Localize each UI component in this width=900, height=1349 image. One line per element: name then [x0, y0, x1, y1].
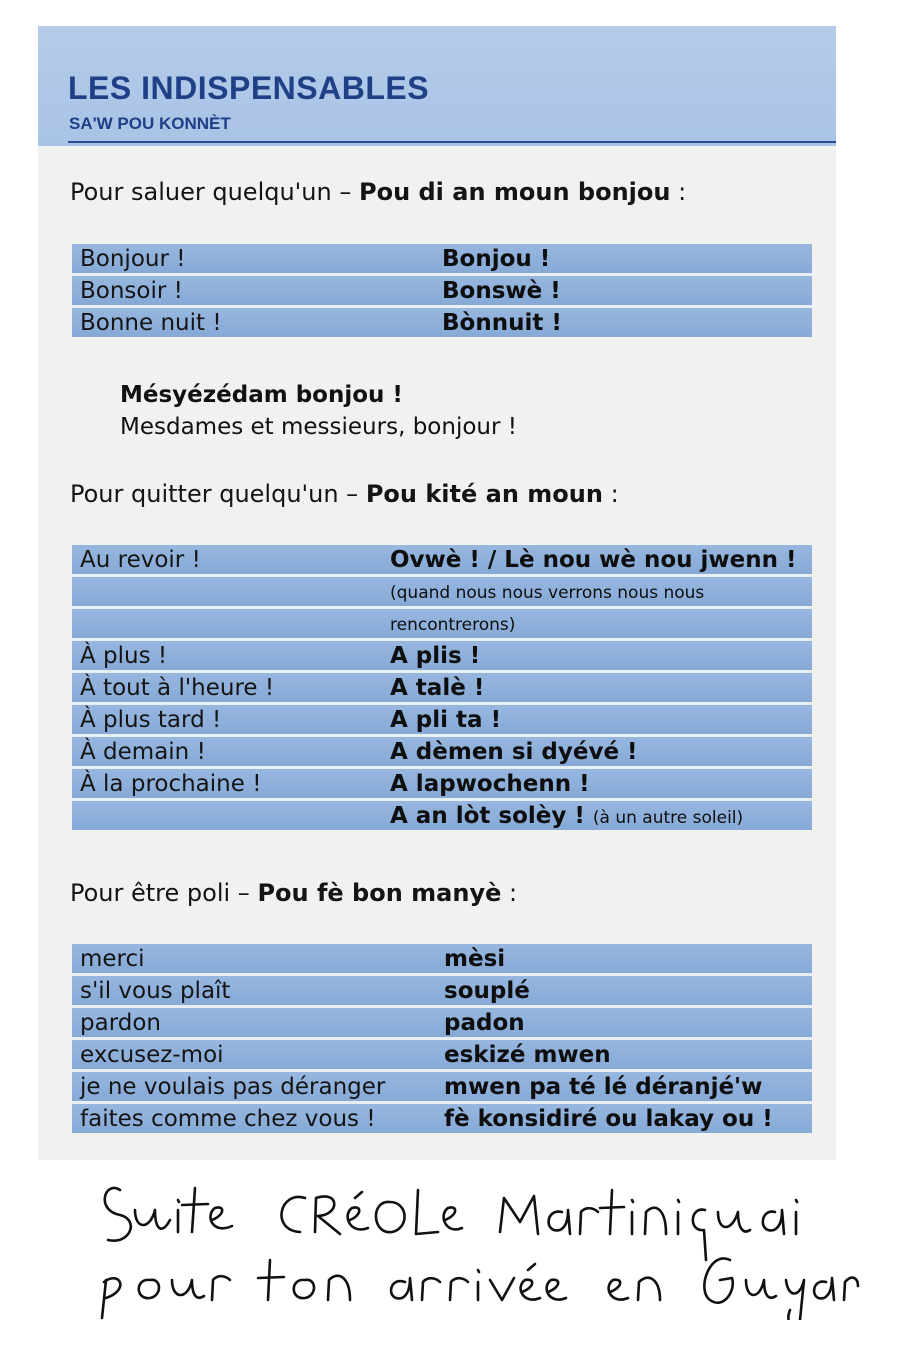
page-subtitle: SA'W POU KONNÈT	[69, 114, 231, 133]
creole-note: (quand nous nous verrons nous nous	[390, 583, 705, 603]
french-phrase: À plus !	[80, 643, 168, 669]
section-intro-politeness: Pour être poli – Pou fè bon manyè :	[70, 879, 518, 907]
creole-phrase: A talè !	[390, 675, 485, 701]
creole-phrase: padon	[444, 1010, 525, 1036]
creole-phrase: Bonswè !	[442, 278, 561, 304]
creole-phrase: fè konsidiré ou lakay ou !	[444, 1106, 773, 1132]
table-row	[72, 305, 812, 337]
intro-creole: Pou di an moun bonjou	[358, 178, 671, 206]
section-intro-leaving: Pour quitter quelqu'un – Pou kité an moun :	[70, 480, 619, 508]
creole-phrase: A an lòt solèy ! (à un autre soleil)	[390, 803, 744, 829]
creole-phrase: eskizé mwen	[444, 1042, 611, 1068]
french-phrase: À plus tard !	[80, 707, 222, 733]
creole-phrase: A pli ta !	[390, 707, 502, 733]
page-title: LES INDISPENSABLES	[68, 70, 430, 106]
table-row	[72, 1037, 812, 1069]
table-row	[72, 670, 812, 702]
creole-phrase: Bònnuit !	[442, 310, 562, 336]
french-phrase: faites comme chez vous !	[80, 1106, 376, 1132]
creole-phrase: A dèmen si dyévé !	[390, 739, 638, 765]
table-row	[72, 766, 812, 798]
intro-french: Pour saluer quelqu'un –	[70, 178, 352, 206]
phrasebook-page	[38, 26, 836, 1160]
french-phrase: Bonjour !	[80, 246, 186, 272]
creole-phrase: mwen pa té lé déranjé'w	[444, 1074, 763, 1100]
section-intro-greeting: Pour saluer quelqu'un – Pou di an moun bonjou :	[70, 178, 687, 206]
table-row	[72, 545, 812, 574]
french-phrase: merci	[80, 946, 145, 972]
table-row	[72, 702, 812, 734]
table-row	[72, 606, 812, 638]
intro-creole: Pou fè bon manyè	[257, 879, 502, 907]
table-row	[72, 273, 812, 305]
french-phrase: Au revoir !	[80, 547, 201, 573]
example-phrase	[120, 382, 517, 440]
creole-phrase: Ovwè ! / Lè nou wè nou jwenn !	[390, 547, 797, 573]
example-creole: Mésyézédam bonjou !	[120, 382, 403, 408]
intro-french: Pour être poli –	[70, 879, 250, 907]
french-phrase: À demain !	[80, 739, 206, 765]
creole-phrase: A lapwochenn !	[390, 771, 590, 797]
header-banner	[38, 26, 836, 146]
table-row	[72, 798, 812, 830]
table-row	[72, 1005, 812, 1037]
intro-french: Pour quitter quelqu'un –	[70, 480, 359, 508]
french-phrase: pardon	[80, 1010, 161, 1036]
french-phrase: À tout à l'heure !	[80, 675, 275, 701]
french-phrase: Bonsoir !	[80, 278, 183, 304]
phrase-table-greeting	[72, 244, 812, 337]
french-phrase: je ne voulais pas déranger	[80, 1074, 386, 1100]
example-french: Mesdames et messieurs, bonjour !	[120, 414, 517, 440]
table-row	[72, 734, 812, 766]
table-row	[72, 1069, 812, 1101]
french-phrase: s'il vous plaît	[80, 978, 231, 1004]
table-row	[72, 244, 812, 273]
french-phrase: excusez-moi	[80, 1042, 224, 1068]
creole-note: rencontrerons)	[390, 615, 516, 635]
phrase-table-leaving	[72, 545, 812, 830]
creole-phrase: Bonjou !	[442, 246, 551, 272]
french-phrase: Bonne nuit !	[80, 310, 222, 336]
creole-phrase: souplé	[444, 978, 530, 1004]
table-row	[72, 1101, 812, 1133]
creole-translation-note: (à un autre soleil)	[592, 808, 744, 828]
french-phrase: À la prochaine !	[80, 771, 262, 797]
intro-creole: Pou kité an moun	[365, 480, 603, 508]
table-row	[72, 638, 812, 670]
table-row	[72, 973, 812, 1005]
table-row	[72, 574, 812, 606]
table-row	[72, 944, 812, 973]
handwritten-note	[100, 1160, 860, 1320]
header-divider	[68, 141, 836, 143]
creole-phrase: A plis !	[390, 643, 481, 669]
creole-phrase: mèsi	[444, 946, 506, 972]
phrase-table-politeness	[72, 944, 812, 1133]
